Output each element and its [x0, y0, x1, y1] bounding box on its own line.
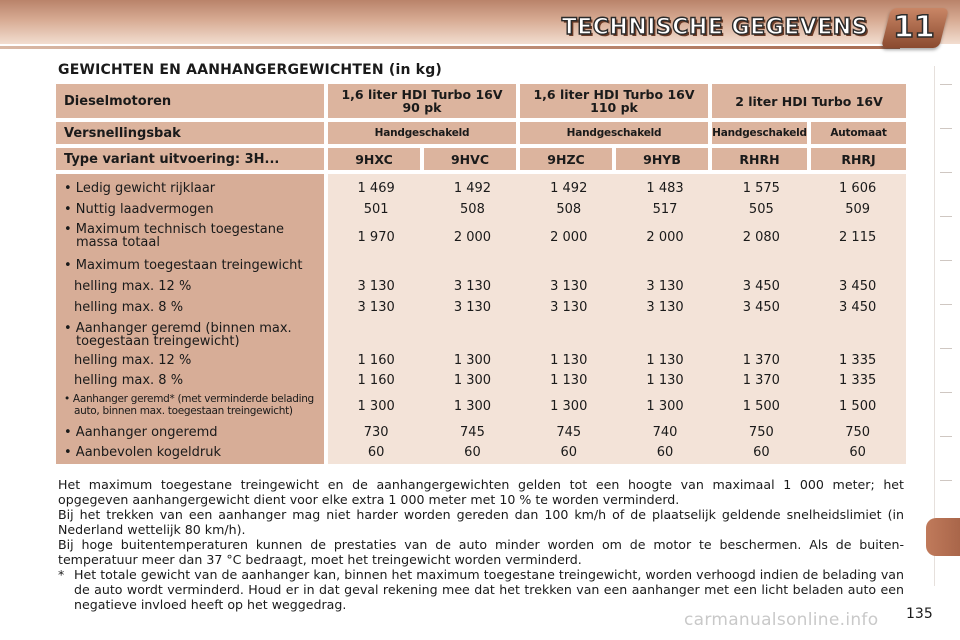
- value-cell: 3 130: [646, 300, 684, 315]
- row-label: • Maximum toegestaan treingewicht: [64, 257, 303, 273]
- value-cell: 1 300: [453, 398, 492, 414]
- footnote-marker: *: [58, 567, 65, 582]
- value-cell: 3 130: [453, 279, 492, 294]
- value-cell: [328, 318, 424, 350]
- value-cell: 60: [656, 444, 674, 460]
- value-cell: 60: [560, 444, 578, 460]
- value-column: [328, 174, 424, 464]
- value-cell: 1 300: [453, 352, 492, 368]
- value-cell: [521, 254, 617, 276]
- gearbox-row-label: Versnellingsbak: [56, 122, 324, 144]
- notes-text: [58, 477, 904, 612]
- engine-1-power: 90 pk: [402, 100, 442, 115]
- row-label-cont: massa totaal: [76, 235, 160, 250]
- variant-code: 9HXC: [328, 148, 420, 170]
- value-cell: 1 300: [550, 398, 588, 414]
- value-cell: 1 970: [357, 229, 395, 245]
- value-cell: 745: [556, 424, 582, 440]
- value-cell: 1 335: [839, 372, 877, 388]
- row-label-multiline: [64, 390, 324, 422]
- value-cell: 508: [460, 201, 485, 217]
- value-cell: 730: [363, 424, 389, 440]
- row-label-multiline: [64, 220, 324, 254]
- gearbox-value: Handgeschakeld: [520, 122, 708, 144]
- page-header: [0, 0, 960, 56]
- value-cell: 508: [556, 201, 582, 217]
- engine-header-3: [712, 84, 906, 118]
- variant-code: 9HYB: [616, 148, 708, 170]
- engine-3-name: 2 liter HDI Turbo 16V: [735, 93, 883, 109]
- value-cell: 3 130: [453, 300, 492, 315]
- table-body: [56, 174, 906, 464]
- value-cell: 745: [460, 424, 485, 440]
- row-label: helling max. 12 %: [74, 352, 192, 368]
- value-cell: [521, 318, 617, 350]
- value-cell: 3 130: [357, 279, 395, 294]
- row-label-cont: auto, binnen max. toegestaan treingewicht): [74, 405, 293, 417]
- gearbox-value: Handgeschakeld: [712, 122, 807, 144]
- value-cell: 3 130: [550, 279, 588, 294]
- value-cell: [424, 318, 520, 350]
- value-cell: 1 130: [646, 372, 684, 388]
- value-cell: 60: [464, 444, 481, 460]
- value-cell: [809, 254, 905, 276]
- value-cell: 1 300: [646, 398, 684, 414]
- value-cell: 1 300: [453, 372, 492, 388]
- tab-tick[interactable]: [940, 172, 952, 173]
- value-grid: [328, 174, 906, 464]
- row-label: helling max. 12 %: [74, 279, 192, 294]
- value-cell: 509: [845, 201, 871, 217]
- variant-code: 9HZC: [520, 148, 612, 170]
- value-cell: 1 492: [550, 180, 588, 196]
- value-cell: 3 450: [839, 300, 877, 315]
- value-cell: 1 130: [646, 352, 684, 368]
- value-cell: 1 370: [742, 372, 780, 388]
- value-cell: 2 080: [742, 229, 780, 245]
- note-paragraph: Bij hoge buitentemperaturen kunnen de prestaties van de auto minder worden om de motor te beschermen. Als de buiten-temperatuur meer dan 37 °C bedraagt, moet het treingewicht worden verminderd.: [58, 537, 904, 567]
- value-cell: 1 492: [453, 180, 492, 196]
- active-chapter-tab[interactable]: [926, 518, 960, 556]
- value-cell: 1 606: [839, 180, 877, 196]
- row-label: • Aanhanger ongeremd: [64, 424, 218, 440]
- value-cell: 1 500: [742, 398, 780, 414]
- row-labels: [56, 174, 324, 464]
- page-number: 135: [906, 606, 933, 622]
- engine-header-1: [328, 84, 516, 118]
- row-label-cont: toegestaan treingewicht): [76, 334, 240, 349]
- value-cell: 1 500: [839, 398, 877, 414]
- value-cell: [713, 254, 809, 276]
- value-cell: 1 130: [550, 352, 588, 368]
- value-cell: 1 575: [742, 180, 780, 196]
- row-label: • Nuttig laadvermogen: [64, 201, 214, 217]
- variant-code: RHRJ: [811, 148, 906, 170]
- tab-tick[interactable]: [940, 348, 952, 349]
- note-paragraph: Bij het trekken van een aanhanger mag niet harder worden gereden dan 100 km/h of de plaatselijk geldende snelheidslimiet (in Nederland wettelijk 80 km/h).: [58, 507, 904, 537]
- value-column: [424, 174, 520, 464]
- value-cell: 1 469: [357, 180, 395, 196]
- value-cell: 750: [748, 424, 774, 440]
- value-cell: 1 370: [742, 352, 780, 368]
- chapter-number: 11: [893, 10, 935, 45]
- variant-code: 9HVC: [424, 148, 516, 170]
- section-title: GEWICHTEN EN AANHANGERGEWICHTEN (in kg): [58, 62, 443, 78]
- variant-row-label: Type variant uitvoering: 3H...: [56, 148, 324, 170]
- chapter-title: TECHNISCHE GEGEVENS: [561, 15, 868, 40]
- value-cell: [713, 318, 809, 350]
- value-cell: 750: [845, 424, 871, 440]
- note-paragraph: Het maximum toegestane treingewicht en de aanhangergewichten gelden tot een hoogte van maximaal 1 000 meter; het opgegeven aanhangergewicht dient voor elke extra 1 000 meter met 10 % te worden verminderd.: [58, 477, 904, 507]
- header-rule: [0, 46, 900, 49]
- value-cell: 3 450: [839, 279, 877, 294]
- tab-tick[interactable]: [940, 84, 952, 85]
- engine-row-label: Dieselmotoren: [56, 84, 324, 118]
- value-cell: 2 000: [453, 229, 492, 245]
- value-cell: 60: [753, 444, 770, 460]
- value-column: [617, 174, 713, 464]
- row-label: • Maximum technisch toegestane: [64, 222, 284, 237]
- row-label: • Aanhanger geremd* (met verminderde belading: [64, 393, 314, 405]
- watermark: carmanualsonline.info: [684, 610, 879, 630]
- tab-tick[interactable]: [940, 260, 952, 261]
- weights-table: [56, 84, 906, 464]
- engine-2-power: 110 pk: [590, 100, 638, 115]
- value-cell: 501: [363, 201, 389, 217]
- value-column: [809, 174, 905, 464]
- value-cell: [617, 318, 713, 350]
- row-label: • Aanhanger geremd (binnen max.: [64, 321, 292, 336]
- gearbox-value: Handgeschakeld: [328, 122, 516, 144]
- tab-tick[interactable]: [940, 216, 952, 217]
- value-cell: 3 130: [550, 300, 588, 315]
- value-cell: 1 160: [357, 372, 395, 388]
- row-label: • Aanbevolen kogeldruk: [64, 444, 222, 460]
- value-cell: 1 483: [646, 180, 684, 196]
- value-cell: 60: [367, 444, 385, 460]
- value-cell: 517: [652, 201, 678, 217]
- row-label: • Ledig gewicht rijklaar: [64, 180, 216, 196]
- value-cell: 1 130: [550, 372, 588, 388]
- value-cell: [809, 318, 905, 350]
- value-cell: 3 130: [646, 279, 684, 294]
- variant-code: RHRH: [712, 148, 807, 170]
- engine-2-name: 1,6 liter HDI Turbo 16V: [533, 87, 695, 102]
- tab-tick[interactable]: [940, 392, 952, 393]
- value-cell: [617, 254, 713, 276]
- value-cell: 2 000: [646, 229, 684, 245]
- engine-header-2: [520, 84, 708, 118]
- value-column: [521, 174, 617, 464]
- tab-tick[interactable]: [940, 436, 952, 437]
- value-cell: 505: [748, 201, 774, 217]
- row-label: helling max. 8 %: [74, 300, 184, 315]
- value-cell: 2 000: [550, 229, 588, 245]
- value-cell: 1 160: [357, 352, 395, 368]
- footnote-text: Het totale gewicht van de aanhanger kan, binnen het maximum toegestane treingewicht, worden verhoogd indien de belading van de auto wordt verminderd. Houd er in dat geval rekening mee dat het trekken van een aanhanger met een licht beladen auto een negatieve invloed heeft op het weggedrag.: [74, 567, 904, 612]
- footnote: [58, 567, 904, 612]
- value-cell: [328, 254, 424, 276]
- row-label-multiline: [64, 318, 324, 350]
- value-cell: 1 335: [839, 352, 877, 368]
- tab-tick[interactable]: [940, 480, 952, 481]
- chapter-tab-rail: [934, 66, 952, 586]
- value-cell: 60: [849, 444, 866, 460]
- value-cell: 740: [652, 424, 678, 440]
- value-cell: [424, 254, 520, 276]
- value-cell: 1 300: [357, 398, 395, 414]
- tab-tick[interactable]: [940, 128, 952, 129]
- value-column: [713, 174, 809, 464]
- gearbox-value: Automaat: [811, 122, 906, 144]
- value-cell: 3 130: [357, 300, 395, 315]
- row-label: helling max. 8 %: [74, 372, 184, 388]
- tab-tick[interactable]: [940, 304, 952, 305]
- value-cell: 2 115: [839, 229, 877, 245]
- engine-1-name: 1,6 liter HDI Turbo 16V: [341, 87, 503, 102]
- value-cell: 3 450: [742, 300, 780, 315]
- value-cell: 3 450: [742, 279, 780, 294]
